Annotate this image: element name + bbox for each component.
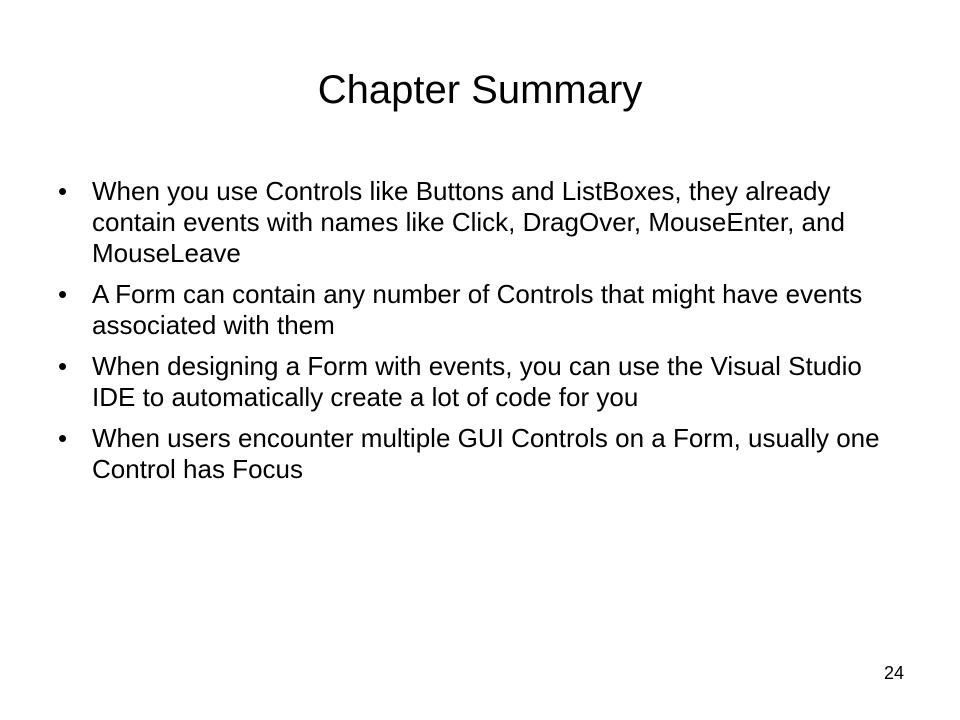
bullet-text: When designing a Form with events, you can use the Visual Studio IDE to automatically create a lot of code for you — [92, 351, 862, 412]
bullet-text: A Form can contain any number of Controls that might have events associated with them — [92, 279, 863, 340]
bullet-dot-icon: • — [58, 176, 68, 206]
slide-title: Chapter Summary — [317, 68, 643, 112]
bullet-item — [58, 423, 908, 485]
bullet-dot-icon: • — [58, 279, 68, 309]
bullet-dot-icon: • — [58, 351, 68, 381]
bullet-item — [58, 176, 908, 269]
bullet-item — [58, 279, 908, 341]
bullet-dot-icon: • — [58, 423, 68, 453]
bullet-text: When users encounter multiple GUI Controls on a Form, usually one Control has Focus — [92, 423, 880, 484]
bullet-text: When you use Controls like Buttons and ListBoxes, they already contain events with names like Click, DragOver, MouseEnter, and MouseLeave — [92, 176, 845, 268]
bullet-list — [58, 176, 908, 495]
bullet-item — [58, 351, 908, 413]
page-number: 24 — [883, 663, 904, 683]
